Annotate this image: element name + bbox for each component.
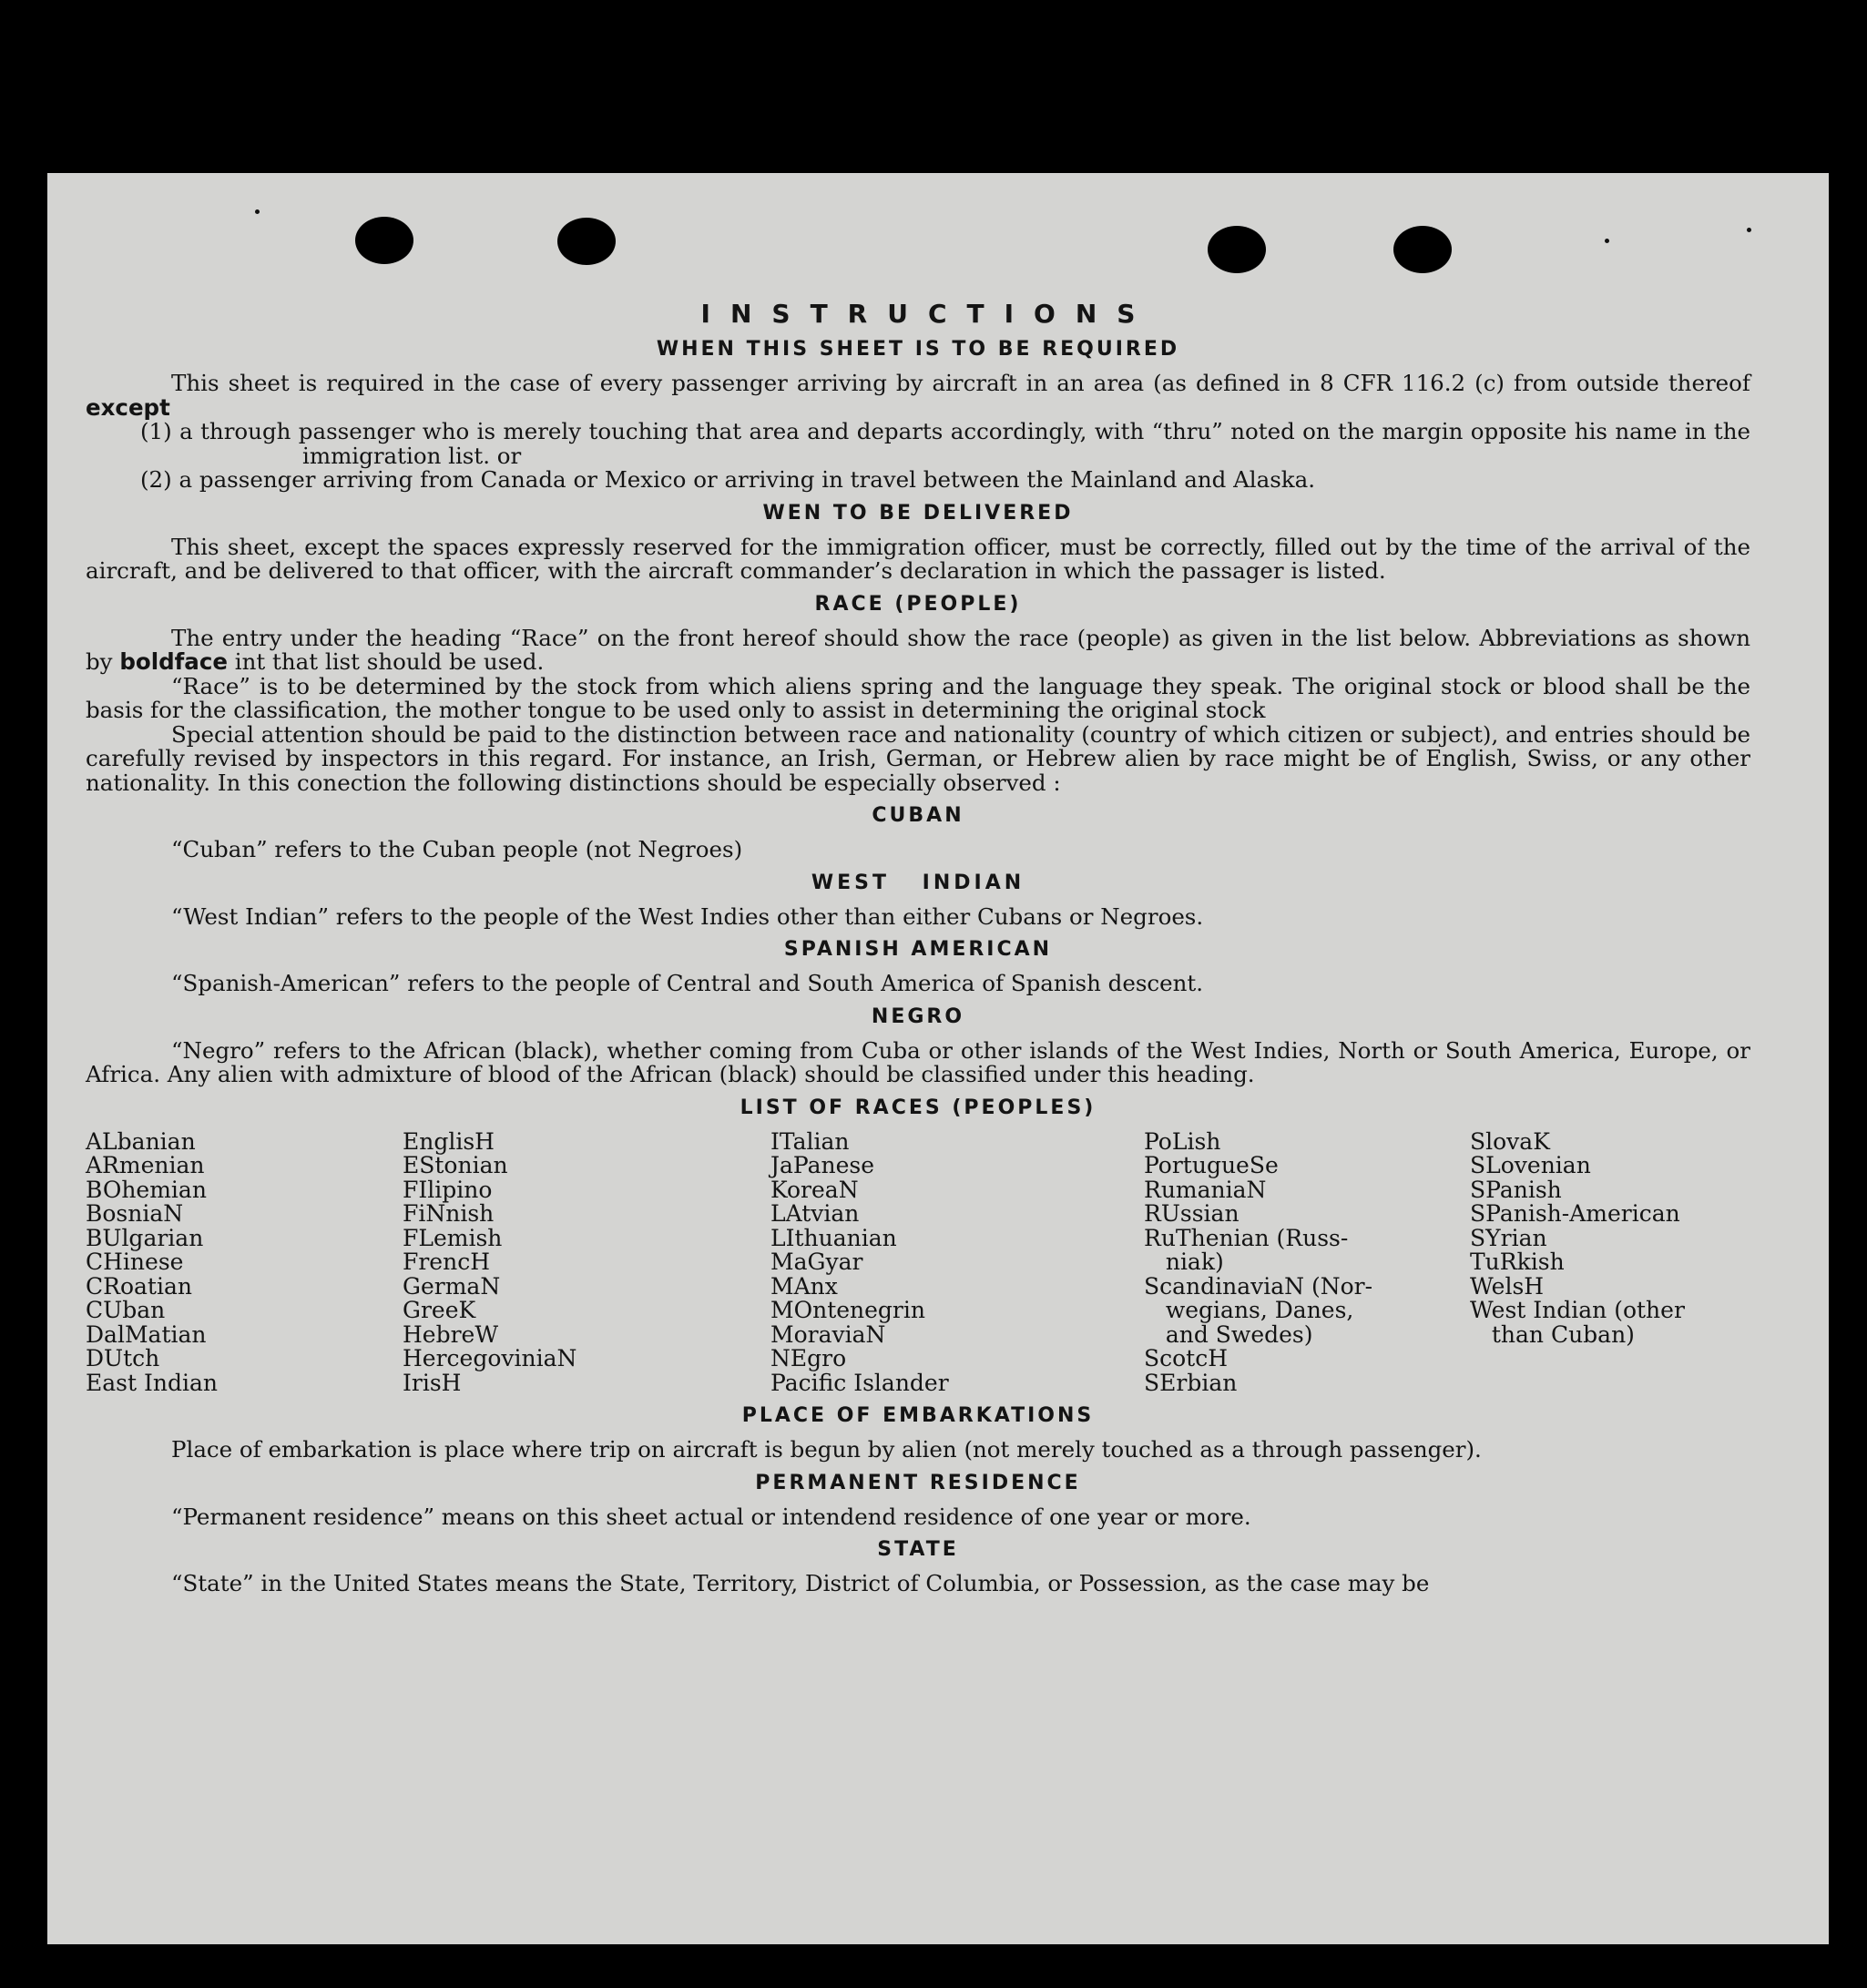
race-entry: PoLish [1144, 1127, 1221, 1155]
race-paragraph-1: The entry under the heading “Race” on the front hereof should show the race (people) as given in the list below. Abbreviations as shown by boldface int that list should be used. [86, 624, 1750, 675]
west-indian-paragraph: “West Indian” refers to the people of the West Indies other than either Cubans or Negroes. [171, 902, 1204, 930]
race-entry: WelsH [1470, 1272, 1545, 1300]
race-entry: BUlgarian [86, 1224, 204, 1251]
race-entry: West Indian (other [1470, 1297, 1685, 1323]
race-entry: BosniaN [86, 1200, 184, 1227]
permanent-residence-paragraph: “Permanent residence” means on this sheet actual or intendend residence of one year or more. [171, 1503, 1251, 1530]
race-column [1470, 1127, 1743, 1396]
race-entry: Pacific Islander [770, 1369, 949, 1396]
race-entry: EnglisH [403, 1127, 495, 1155]
race-entry: ALbanian [86, 1127, 196, 1155]
race-entry: niak) [1144, 1249, 1224, 1275]
race-entry: TuRkish [1470, 1249, 1565, 1275]
section-heading-cuban: CUBAN [872, 804, 964, 827]
race-paragraph-3: Special attention should be paid to the distinction between race and nationality (country of which citizen or subject), and entries should be carefully revised by inspectors in this regard. For instance, an Irish, German, or Hebrew alien by race might be of English, Swiss, or any other nationality. In this conection the following distinctions should be especially observed : [86, 720, 1750, 796]
race-entry: JaPanese [770, 1152, 875, 1178]
race-entry: LAtvian [770, 1200, 860, 1227]
race-entry: MaGyar [770, 1249, 863, 1275]
race-entry: SYrian [1470, 1224, 1547, 1251]
race-column [1144, 1127, 1470, 1396]
race-entry: GreeK [403, 1297, 476, 1323]
when-delivered-paragraph: This sheet, except the spaces expressly reserved for the immigration officer, must be correctly, filled out by the time of the arrival of the aircraft, and be delivered to that officer, with the aircraft commander’s declaration in which the passager is listed. [86, 533, 1750, 584]
race-entry: IrisH [403, 1369, 462, 1396]
race-entry: ITalian [770, 1127, 850, 1155]
race-entry: MoraviaN [770, 1320, 886, 1348]
cuban-paragraph: “Cuban” refers to the Cuban people (not Negroes) [171, 836, 743, 862]
section-heading-permanent-residence: PERMANENT RESIDENCE [755, 1471, 1081, 1494]
section-heading-embarkation: PLACE OF EMBARKATIONS [741, 1404, 1095, 1427]
race-entry: EStonian [403, 1152, 508, 1178]
race-entry: GermaN [403, 1272, 501, 1300]
instruction-sheet [47, 173, 1829, 1944]
punch-hole [557, 218, 616, 265]
race-entry: SPanish-American [1470, 1200, 1680, 1227]
section-heading-list-of-races: LIST OF RACES (PEOPLES) [740, 1096, 1097, 1119]
when-required-paragraph: This sheet is required in the case of every passenger arriving by aircraft in an area (as defined in 8 CFR 116.2 (c) from outside thereof except [86, 370, 1750, 421]
race-entry: LIthuanian [770, 1224, 897, 1251]
section-heading-spanish-american: SPANISH AMERICAN [783, 938, 1053, 961]
section-heading-when-required: WHEN THIS SHEET IS TO BE REQUIRED [656, 338, 1180, 361]
race-entry: KoreaN [770, 1176, 859, 1203]
section-heading-west-indian: WEST INDIAN [811, 871, 1025, 894]
race-entry: ScandinaviaN (Nor- [1144, 1272, 1373, 1300]
race-entry: BOhemian [86, 1176, 207, 1203]
race-column [403, 1127, 770, 1396]
punch-hole [1393, 226, 1452, 273]
race-entry: FLemish [403, 1224, 503, 1251]
race-entry: CRoatian [86, 1272, 192, 1300]
race-entry: SLovenian [1470, 1152, 1591, 1178]
race-entry: SErbian [1144, 1369, 1238, 1396]
race-list [86, 1127, 1750, 1396]
section-heading-when-delivered: WEN TO BE DELIVERED [762, 501, 1074, 525]
race-entry: HercegoviniaN [403, 1345, 577, 1371]
race-entry: FIlipino [403, 1176, 493, 1203]
race-entry: ScotcH [1144, 1345, 1229, 1371]
section-heading-negro: NEGRO [871, 1004, 965, 1028]
race-entry: PortugueSe [1144, 1152, 1279, 1178]
race-column [86, 1127, 403, 1396]
embarkation-paragraph: Place of embarkation is place where trip on aircraft is begun by alien (not merely touched as a through passenger). [171, 1436, 1482, 1463]
race-entry: and Swedes) [1144, 1320, 1313, 1348]
page-title: INSTRUCTIONS [700, 299, 1156, 329]
race-entry: wegians, Danes, [1144, 1297, 1354, 1323]
race-entry: SlovaK [1470, 1127, 1550, 1155]
race-entry: DUtch [86, 1345, 160, 1371]
race-entry: MAnx [770, 1272, 838, 1300]
race-entry: CUban [86, 1297, 166, 1323]
when-required-item-2: (2) a passenger arriving from Canada or Mexico or arriving in travel between the Mainland and Alaska. [140, 466, 1316, 493]
when-required-item-1: (1) a through passenger who is merely touching that area and departs accordingly, with “thru” noted on the margin opposite his name in the immigration list. or [140, 418, 1750, 469]
speck [1605, 239, 1609, 243]
race-entry: RUssian [1144, 1200, 1240, 1227]
race-entry: SPanish [1470, 1176, 1562, 1203]
race-entry: East Indian [86, 1369, 218, 1396]
race-column [770, 1127, 1144, 1396]
speck [255, 209, 260, 214]
race-entry: HebreW [403, 1320, 499, 1348]
race-entry: MOntenegrin [770, 1297, 925, 1323]
instructions-content [86, 299, 1750, 1596]
race-entry: FiNnish [403, 1200, 495, 1227]
punch-hole [1208, 226, 1266, 273]
race-entry: ARmenian [86, 1152, 205, 1178]
race-entry: FrencH [403, 1249, 490, 1275]
race-entry: RumaniaN [1144, 1176, 1267, 1203]
section-heading-state: STATE [877, 1538, 959, 1561]
race-entry: NEgro [770, 1345, 847, 1371]
race-entry: than Cuban) [1470, 1320, 1635, 1348]
negro-paragraph: “Negro” refers to the African (black), whether coming from Cuba or other islands of the West Indies, North or South America, Europe, or Africa. Any alien with admixture of blood of the African (black) should be classified under this heading. [86, 1036, 1750, 1087]
state-paragraph: “State” in the United States means the State, Territory, District of Columbia, or Possession, as the case may be [171, 1570, 1430, 1596]
race-entry: DalMatian [86, 1320, 207, 1348]
race-entry: RuThenian (Russ- [1144, 1224, 1349, 1251]
race-entry: CHinese [86, 1249, 184, 1275]
spanish-american-paragraph: “Spanish-American” refers to the people of Central and South America of Spanish descent. [171, 970, 1204, 996]
section-heading-race: RACE (PEOPLE) [814, 592, 1022, 616]
race-paragraph-2: “Race” is to be determined by the stock from which aliens spring and the language they speak. The original stock or blood shall be the basis for the classification, the mother tongue to be used only to assist in determining the original stock [86, 672, 1750, 723]
speck [1747, 228, 1751, 232]
punch-hole [355, 217, 413, 264]
